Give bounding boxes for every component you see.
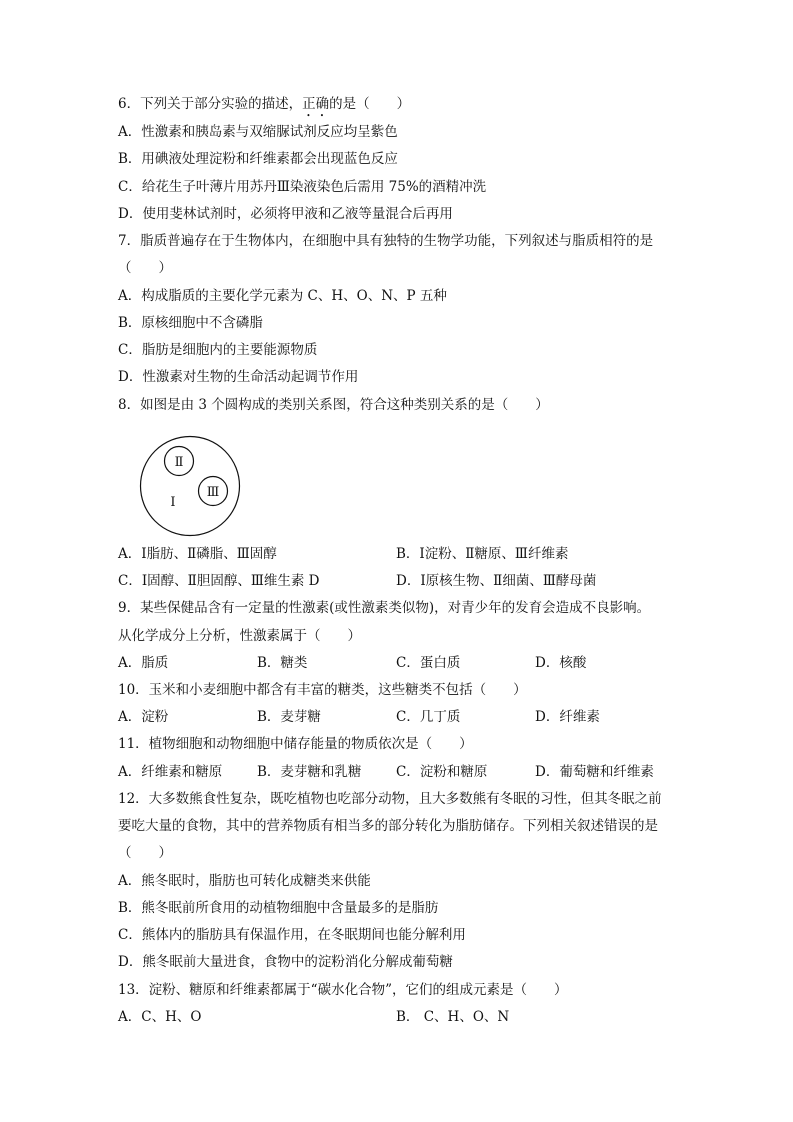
question-12-option-a: A．熊冬眠时，脂肪也可转化成糖类来供能	[118, 873, 371, 889]
question-9-options	[0, 654, 793, 672]
question-10-option-b: B．麦芽糖	[257, 709, 321, 725]
question-6-option-a: A．性激素和胰岛素与双缩脲试剂反应均呈紫色	[118, 124, 398, 140]
question-7-option-b: B．原核细胞中不含磷脂	[118, 315, 263, 331]
question-8-option-c: C．Ⅰ固醇、Ⅱ胆固醇、Ⅲ维生素 D	[118, 573, 320, 589]
question-6-option-c: C．给花生子叶薄片用苏丹Ⅲ染液染色后需用 75%的酒精冲洗	[118, 179, 487, 195]
question-7-option-d: D．性激素对生物的生命活动起调节作用	[118, 369, 359, 385]
question-10-options	[0, 708, 793, 726]
emphasis-correct: 正确	[302, 96, 330, 112]
question-12-option-d: D．熊冬眠前大量进食，食物中的淀粉消化分解成葡萄糖	[118, 954, 453, 970]
question-11-option-a: A．纤维素和糖原	[118, 764, 223, 780]
label-i: Ⅰ	[170, 495, 176, 510]
question-6-option-d: D．使用斐林试剂时，必须将甲液和乙液等量混合后再用	[118, 206, 453, 222]
question-6-option-b: B．用碘液处理淀粉和纤维素都会出现蓝色反应	[118, 151, 398, 167]
question-13-stem: 13．淀粉、糖原和纤维素都属于“碳水化合物”，它们的组成元素是（ ）	[118, 982, 568, 998]
question-11-stem: 11．植物细胞和动物细胞中储存能量的物质依次是（ ）	[118, 736, 473, 752]
venn-diagram	[139, 435, 241, 537]
question-10-option-c: C．几丁质	[396, 709, 461, 725]
question-9-stem-cont: 从化学成分上分析，性激素属于（ ）	[118, 628, 361, 644]
question-8-option-b: B．Ⅰ淀粉、Ⅱ糖原、Ⅲ纤维素	[396, 546, 569, 562]
question-13-option-b: B． C、H、O、N	[396, 1009, 510, 1025]
question-12-stem: 12．大多数熊食性复杂，既吃植物也吃部分动物，且大多数熊有冬眠的习性，但其冬眠之前	[118, 791, 662, 807]
question-9-option-b: B．糖类	[257, 655, 308, 671]
question-12-stem-cont: 要吃大量的食物，其中的营养物质有相当多的部分转化为脂肪储存。下列相关叙述错误的是	[118, 818, 658, 834]
question-10-option-a: A．淀粉	[118, 709, 169, 725]
question-8-option-d: D．Ⅰ原核生物、Ⅱ细菌、Ⅲ酵母菌	[396, 573, 597, 589]
question-10-stem: 10．玉米和小麦细胞中都含有丰富的糖类，这些糖类不包括（ ）	[118, 682, 527, 698]
question-12-option-b: B．熊冬眠前所食用的动植物细胞中含量最多的是脂肪	[118, 900, 439, 916]
question-6-stem: 6．下列关于部分实验的描述，正确的是（ ）	[118, 96, 411, 112]
question-11-option-b: B．麦芽糖和乳糖	[257, 764, 362, 780]
question-7-option-c: C．脂肪是细胞内的主要能源物质	[118, 342, 318, 358]
question-7-stem-cont: （ ）	[118, 260, 172, 276]
question-9-option-a: A．脂质	[118, 655, 169, 671]
question-8-stem: 8．如图是由 3 个圆构成的类别关系图，符合这种类别关系的是（ ）	[118, 397, 549, 413]
label-iii: Ⅲ	[206, 485, 220, 500]
question-13-option-a: A．C、H、O	[118, 1009, 202, 1025]
question-7-option-a: A．构成脂质的主要化学元素为 C、H、O、N、P 五种	[118, 288, 447, 304]
question-11-option-c: C．淀粉和糖原	[396, 764, 488, 780]
question-12-stem-cont2: （ ）	[118, 845, 172, 861]
question-9-option-d: D．核酸	[535, 655, 587, 671]
question-7-stem: 7．脂质普遍存在于生物体内，在细胞中具有独特的生物学功能，下列叙述与脂质相符的是	[118, 233, 654, 249]
question-12-option-c: C．熊体内的脂肪具有保温作用，在冬眠期间也能分解利用	[118, 927, 466, 943]
question-9-stem: 9．某些保健品含有一定量的性激素(或性激素类似物)，对青少年的发育会造成不良影响。	[118, 600, 651, 616]
question-11-options	[0, 763, 793, 781]
question-11-option-d: D．葡萄糖和纤维素	[535, 764, 654, 780]
question-10-option-d: D．纤维素	[535, 709, 600, 725]
question-9-option-c: C．蛋白质	[396, 655, 461, 671]
question-8-option-a: A．Ⅰ脂肪、Ⅱ磷脂、Ⅲ固醇	[118, 546, 277, 562]
label-ii: Ⅱ	[174, 455, 184, 470]
